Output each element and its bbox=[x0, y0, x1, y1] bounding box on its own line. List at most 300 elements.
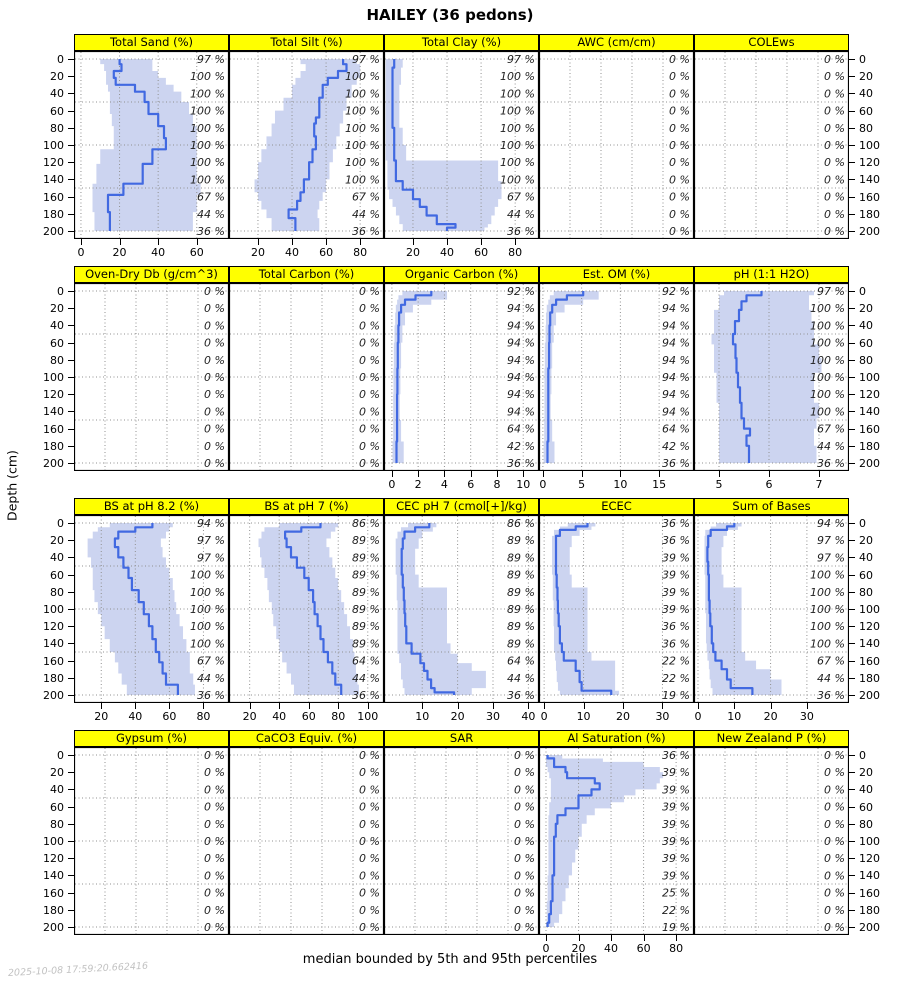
contributing-fraction-label: 100 % bbox=[810, 637, 845, 651]
x-axis-tick bbox=[584, 703, 585, 709]
depth-axis-tick-left bbox=[68, 893, 74, 894]
contributing-fraction-label: 0 % bbox=[824, 783, 845, 797]
contributing-fraction-label: 0 % bbox=[359, 835, 380, 848]
x-axis-tick bbox=[515, 239, 516, 245]
x-axis-tick-label: 0 bbox=[694, 710, 702, 723]
contributing-fraction-label: 100 % bbox=[500, 173, 535, 187]
depth-axis-tick-left bbox=[68, 609, 74, 610]
depth-axis-tick-right bbox=[849, 446, 855, 447]
x-axis-tick bbox=[769, 471, 770, 477]
contributing-fraction-label: 94 % bbox=[507, 319, 535, 333]
x-axis-tick-label: 60 bbox=[636, 942, 651, 955]
x-axis-tick bbox=[418, 471, 419, 477]
contributing-fraction-label: 0 % bbox=[824, 921, 845, 934]
contributing-fraction-label: 0 % bbox=[204, 800, 225, 814]
contributing-fraction-label: 39 % bbox=[662, 603, 690, 616]
panel-gypsum bbox=[74, 747, 229, 935]
x-axis-tick-label: 5 bbox=[715, 478, 723, 491]
depth-axis-label-right: 120 bbox=[859, 620, 880, 634]
depth-axis-tick-right bbox=[849, 179, 855, 180]
contributing-fraction-label: 64 % bbox=[662, 422, 690, 436]
contributing-fraction-label: 0 % bbox=[359, 336, 380, 350]
contributing-fraction-label: 97 % bbox=[817, 534, 845, 548]
contributing-fraction-label: 100 % bbox=[345, 70, 380, 84]
depth-axis-label-right: 60 bbox=[859, 336, 873, 350]
x-axis-tick-label: 6 bbox=[765, 478, 773, 491]
contributing-fraction-label: 0 % bbox=[669, 173, 690, 187]
depth-axis-label-left: 60 bbox=[50, 104, 64, 118]
depth-axis-tick-right bbox=[849, 463, 855, 464]
depth-axis-tick-right bbox=[849, 59, 855, 60]
depth-axis-label-left: 20 bbox=[50, 534, 64, 548]
contributing-fraction-label: 36 % bbox=[507, 689, 535, 702]
depth-axis-label-right: 20 bbox=[859, 534, 873, 548]
x-axis-tick-label: 40 bbox=[151, 246, 166, 259]
contributing-fraction-label: 36 % bbox=[817, 457, 845, 470]
contributing-fraction-label: 0 % bbox=[204, 405, 225, 419]
contributing-fraction-label: 44 % bbox=[352, 671, 380, 685]
percentile-band-ph-1-1-h2o bbox=[712, 291, 822, 463]
depth-axis-label-right: 140 bbox=[859, 173, 880, 187]
contributing-fraction-label: 0 % bbox=[359, 457, 380, 470]
contributing-fraction-label: 44 % bbox=[352, 207, 380, 221]
depth-axis-tick-left bbox=[68, 789, 74, 790]
strip-total-silt: Total Silt (%) bbox=[229, 34, 384, 51]
contributing-fraction-label: 0 % bbox=[359, 886, 380, 900]
depth-axis-label-left: 200 bbox=[43, 689, 64, 702]
depth-axis-tick-left bbox=[68, 575, 74, 576]
contributing-fraction-label: 0 % bbox=[359, 903, 380, 917]
contributing-fraction-label: 0 % bbox=[359, 439, 380, 453]
contributing-fraction-label: 39 % bbox=[662, 585, 690, 599]
x-axis-tick bbox=[544, 703, 545, 709]
depth-axis-tick-left bbox=[68, 678, 74, 679]
contributing-fraction-label: 100 % bbox=[345, 104, 380, 118]
depth-axis-tick-right bbox=[849, 343, 855, 344]
depth-axis-label-left: 60 bbox=[50, 336, 64, 350]
depth-axis-tick-left bbox=[68, 308, 74, 309]
panel-organic-carbon bbox=[384, 283, 539, 471]
contributing-fraction-label: 0 % bbox=[669, 156, 690, 170]
x-axis-tick-label: 2 bbox=[414, 478, 422, 491]
depth-axis-label-left: 20 bbox=[50, 766, 64, 780]
x-axis-tick-label: 40 bbox=[604, 942, 619, 955]
contributing-fraction-label: 100 % bbox=[810, 302, 845, 316]
x-axis-tick-label: 60 bbox=[189, 246, 204, 259]
depth-axis-label-left: 40 bbox=[50, 551, 64, 565]
depth-axis-tick-left bbox=[68, 325, 74, 326]
contributing-fraction-label: 39 % bbox=[662, 783, 690, 797]
x-axis-tick-label: 80 bbox=[196, 710, 211, 723]
contributing-fraction-label: 0 % bbox=[359, 302, 380, 316]
depth-axis-label-right: 20 bbox=[859, 70, 873, 84]
x-axis-tick-label: 80 bbox=[669, 942, 684, 955]
depth-axis-label-right: 120 bbox=[859, 852, 880, 866]
timestamp-watermark: 2025-10-08 17:59:20.662416 bbox=[7, 960, 149, 979]
depth-axis-tick-right bbox=[849, 145, 855, 146]
x-axis-tick-label: 30 bbox=[485, 710, 500, 723]
strip-oven-dry-db: Oven-Dry Db (g/cm^3) bbox=[74, 266, 229, 283]
contributing-fraction-label: 0 % bbox=[204, 749, 225, 762]
x-axis-tick-label: 60 bbox=[162, 710, 177, 723]
depth-axis-label-left: 80 bbox=[50, 817, 64, 831]
contributing-fraction-label: 100 % bbox=[345, 87, 380, 101]
contributing-fraction-label: 0 % bbox=[514, 800, 535, 814]
depth-axis-tick-left bbox=[68, 463, 74, 464]
depth-axis-label-right: 140 bbox=[859, 405, 880, 419]
contributing-fraction-label: 89 % bbox=[352, 551, 380, 565]
contributing-fraction-label: 0 % bbox=[669, 87, 690, 101]
contributing-fraction-label: 94 % bbox=[507, 353, 535, 367]
x-axis-tick-label: 60 bbox=[319, 246, 334, 259]
contributing-fraction-label: 100 % bbox=[500, 139, 535, 152]
contributing-fraction-label: 100 % bbox=[190, 87, 225, 101]
x-axis-tick bbox=[368, 703, 369, 709]
panel-ecec bbox=[539, 515, 694, 703]
x-axis-tick-label: 10 bbox=[516, 478, 531, 491]
contributing-fraction-label: 100 % bbox=[500, 156, 535, 170]
x-axis-tick-label: 20 bbox=[94, 710, 109, 723]
depth-axis-label-left: 40 bbox=[50, 783, 64, 797]
x-axis-tick-label: 10 bbox=[727, 710, 742, 723]
depth-axis-label-right: 200 bbox=[859, 689, 880, 702]
contributing-fraction-label: 100 % bbox=[500, 87, 535, 101]
x-axis-tick bbox=[258, 239, 259, 245]
panel-al-saturation bbox=[539, 747, 694, 935]
x-axis-tick bbox=[158, 239, 159, 245]
strip-awc: AWC (cm/cm) bbox=[539, 34, 694, 51]
x-axis-tick bbox=[546, 935, 547, 941]
depth-axis-label-right: 160 bbox=[859, 190, 880, 204]
contributing-fraction-label: 0 % bbox=[824, 852, 845, 866]
depth-axis-tick-right bbox=[849, 661, 855, 662]
contributing-fraction-label: 100 % bbox=[810, 620, 845, 634]
contributing-fraction-label: 97 % bbox=[197, 551, 225, 565]
depth-axis-tick-right bbox=[849, 540, 855, 541]
contributing-fraction-label: 0 % bbox=[204, 783, 225, 797]
depth-axis-label-left: 0 bbox=[57, 285, 64, 298]
depth-axis-label-right: 20 bbox=[859, 302, 873, 316]
strip-colews: COLEws bbox=[694, 34, 849, 51]
panel-oven-dry-db bbox=[74, 283, 229, 471]
depth-axis-tick-right bbox=[849, 609, 855, 610]
contributing-fraction-label: 100 % bbox=[190, 70, 225, 84]
contributing-fraction-label: 94 % bbox=[662, 388, 690, 402]
contributing-fraction-label: 0 % bbox=[824, 766, 845, 780]
x-axis-tick bbox=[497, 471, 498, 477]
contributing-fraction-label: 0 % bbox=[514, 903, 535, 917]
x-axis-tick-label: 20 bbox=[616, 710, 630, 723]
contributing-fraction-label: 0 % bbox=[824, 749, 845, 762]
strip-bs-ph-7: BS at pH 7 (%) bbox=[229, 498, 384, 515]
depth-axis-label-left: 0 bbox=[57, 517, 64, 530]
x-axis-tick bbox=[250, 703, 251, 709]
x-axis-tick bbox=[734, 703, 735, 709]
contributing-fraction-label: 36 % bbox=[197, 689, 225, 702]
x-axis-tick-label: 0 bbox=[540, 710, 548, 723]
contributing-fraction-label: 89 % bbox=[507, 637, 535, 651]
contributing-fraction-label: 0 % bbox=[204, 319, 225, 333]
depth-axis-tick-left bbox=[68, 626, 74, 627]
depth-axis-tick-left bbox=[68, 824, 74, 825]
depth-axis-tick-left bbox=[68, 661, 74, 662]
depth-axis-label-right: 200 bbox=[859, 225, 880, 238]
depth-axis-label-left: 180 bbox=[43, 207, 64, 221]
contributing-fraction-label: 44 % bbox=[197, 207, 225, 221]
contributing-fraction-label: 0 % bbox=[359, 388, 380, 402]
x-axis-tick bbox=[309, 703, 310, 709]
depth-axis-tick-left bbox=[68, 446, 74, 447]
depth-axis-tick-left bbox=[68, 394, 74, 395]
contributing-fraction-label: 100 % bbox=[810, 371, 845, 384]
depth-axis-label-right: 60 bbox=[859, 800, 873, 814]
depth-axis-tick-right bbox=[849, 231, 855, 232]
contributing-fraction-label: 0 % bbox=[824, 869, 845, 883]
contributing-fraction-label: 0 % bbox=[359, 319, 380, 333]
contributing-fraction-label: 0 % bbox=[824, 903, 845, 917]
depth-axis-label-right: 0 bbox=[859, 53, 866, 66]
panel-caco3-equiv bbox=[229, 747, 384, 935]
contributing-fraction-label: 0 % bbox=[359, 766, 380, 780]
depth-axis-tick-right bbox=[849, 411, 855, 412]
contributing-fraction-label: 0 % bbox=[204, 371, 225, 384]
contributing-fraction-label: 67 % bbox=[817, 422, 845, 436]
depth-axis-label-right: 180 bbox=[859, 903, 880, 917]
contributing-fraction-label: 42 % bbox=[507, 439, 535, 453]
depth-axis-tick-left bbox=[68, 377, 74, 378]
depth-axis-label-right: 40 bbox=[859, 319, 873, 333]
depth-axis-label-left: 160 bbox=[43, 190, 64, 204]
depth-axis-label-right: 180 bbox=[859, 207, 880, 221]
contributing-fraction-label: 0 % bbox=[824, 835, 845, 848]
contributing-fraction-label: 100 % bbox=[810, 405, 845, 419]
x-axis-tick-label: 40 bbox=[440, 246, 455, 259]
depth-axis-tick-right bbox=[849, 592, 855, 593]
depth-axis-label-right: 0 bbox=[859, 285, 866, 298]
depth-axis-tick-right bbox=[849, 128, 855, 129]
depth-axis-label-right: 60 bbox=[859, 104, 873, 118]
x-axis-tick-label: 4 bbox=[440, 478, 448, 491]
contributing-fraction-label: 89 % bbox=[352, 620, 380, 634]
contributing-fraction-label: 100 % bbox=[345, 139, 380, 152]
contributing-fraction-label: 94 % bbox=[662, 405, 690, 419]
contributing-fraction-label: 44 % bbox=[507, 671, 535, 685]
depth-axis-label-left: 200 bbox=[43, 457, 64, 470]
contributing-fraction-label: 100 % bbox=[190, 139, 225, 152]
contributing-fraction-label: 0 % bbox=[669, 190, 690, 204]
contributing-fraction-label: 100 % bbox=[810, 585, 845, 599]
depth-axis-label-left: 120 bbox=[43, 852, 64, 866]
depth-axis-tick-right bbox=[849, 360, 855, 361]
contributing-fraction-label: 39 % bbox=[662, 869, 690, 883]
depth-axis-label-left: 100 bbox=[43, 835, 64, 848]
depth-axis-label-right: 160 bbox=[859, 654, 880, 668]
depth-axis-tick-left bbox=[68, 695, 74, 696]
depth-axis-label-right: 200 bbox=[859, 457, 880, 470]
contributing-fraction-label: 67 % bbox=[197, 190, 225, 204]
contributing-fraction-label: 0 % bbox=[514, 852, 535, 866]
contributing-fraction-label: 94 % bbox=[662, 336, 690, 350]
depth-axis-tick-right bbox=[849, 214, 855, 215]
x-axis-tick-label: 20 bbox=[250, 246, 265, 259]
contributing-fraction-label: 0 % bbox=[204, 388, 225, 402]
contributing-fraction-label: 0 % bbox=[514, 869, 535, 883]
depth-axis-tick-left bbox=[68, 343, 74, 344]
x-axis-tick bbox=[579, 935, 580, 941]
depth-axis-label-right: 40 bbox=[859, 783, 873, 797]
contributing-fraction-label: 0 % bbox=[824, 817, 845, 831]
contributing-fraction-label: 100 % bbox=[500, 121, 535, 135]
contributing-fraction-label: 0 % bbox=[824, 800, 845, 814]
panel-sum-of-bases bbox=[694, 515, 849, 703]
contributing-fraction-label: 0 % bbox=[204, 766, 225, 780]
x-axis-tick-label: 20 bbox=[405, 246, 420, 259]
depth-axis-tick-right bbox=[849, 308, 855, 309]
x-axis-tick-label: 100 bbox=[357, 710, 379, 723]
depth-axis-label-right: 80 bbox=[859, 121, 873, 135]
depth-axis-tick-left bbox=[68, 162, 74, 163]
depth-axis-tick-left bbox=[68, 643, 74, 644]
contributing-fraction-label: 0 % bbox=[204, 439, 225, 453]
contributing-fraction-label: 22 % bbox=[662, 903, 690, 917]
depth-axis-label-right: 200 bbox=[859, 921, 880, 934]
depth-axis-tick-left bbox=[68, 214, 74, 215]
contributing-fraction-label: 19 % bbox=[662, 921, 690, 934]
contributing-fraction-label: 0 % bbox=[824, 139, 845, 152]
strip-organic-carbon: Organic Carbon (%) bbox=[384, 266, 539, 283]
depth-axis-label-left: 60 bbox=[50, 800, 64, 814]
x-axis-tick-label: 6 bbox=[467, 478, 475, 491]
depth-axis-label-left: 140 bbox=[43, 405, 64, 419]
depth-axis-tick-right bbox=[849, 695, 855, 696]
contributing-fraction-label: 89 % bbox=[352, 585, 380, 599]
contributing-fraction-label: 36 % bbox=[662, 620, 690, 634]
contributing-fraction-label: 94 % bbox=[507, 371, 535, 384]
contributing-fraction-label: 92 % bbox=[507, 285, 535, 298]
x-axis-tick bbox=[582, 471, 583, 477]
contributing-fraction-label: 36 % bbox=[507, 457, 535, 470]
x-axis-tick bbox=[422, 703, 423, 709]
percentile-band-organic-carbon bbox=[393, 291, 448, 463]
contributing-fraction-label: 0 % bbox=[204, 886, 225, 900]
contributing-fraction-label: 0 % bbox=[359, 783, 380, 797]
contributing-fraction-label: 64 % bbox=[507, 422, 535, 436]
depth-axis-label-left: 40 bbox=[50, 319, 64, 333]
x-axis-tick-label: 40 bbox=[521, 710, 536, 723]
depth-axis-tick-right bbox=[849, 910, 855, 911]
contributing-fraction-label: 100 % bbox=[810, 353, 845, 367]
contributing-fraction-label: 0 % bbox=[824, 886, 845, 900]
x-axis-tick-label: 80 bbox=[353, 246, 368, 259]
x-axis-tick-label: 20 bbox=[242, 710, 257, 723]
depth-axis-label-right: 0 bbox=[859, 517, 866, 530]
contributing-fraction-label: 0 % bbox=[359, 353, 380, 367]
contributing-fraction-label: 100 % bbox=[500, 104, 535, 118]
contributing-fraction-label: 100 % bbox=[810, 319, 845, 333]
x-axis-tick bbox=[101, 703, 102, 709]
contributing-fraction-label: 64 % bbox=[507, 654, 535, 668]
depth-axis-label-left: 100 bbox=[43, 603, 64, 616]
depth-axis-tick-right bbox=[849, 643, 855, 644]
depth-axis-label-left: 120 bbox=[43, 388, 64, 402]
depth-axis-label-right: 40 bbox=[859, 87, 873, 101]
contributing-fraction-label: 0 % bbox=[514, 886, 535, 900]
depth-axis-tick-left bbox=[68, 807, 74, 808]
depth-axis-label-left: 160 bbox=[43, 654, 64, 668]
x-axis-tick-label: 0 bbox=[388, 478, 396, 491]
depth-axis-tick-left bbox=[68, 540, 74, 541]
x-axis-tick-label: 80 bbox=[331, 710, 346, 723]
strip-al-saturation: Al Saturation (%) bbox=[539, 730, 694, 747]
percentile-band-bs-ph-7 bbox=[259, 523, 359, 695]
contributing-fraction-label: 100 % bbox=[500, 70, 535, 84]
contributing-fraction-label: 0 % bbox=[359, 869, 380, 883]
contributing-fraction-label: 0 % bbox=[824, 121, 845, 135]
x-axis-tick bbox=[169, 703, 170, 709]
depth-axis-label-right: 180 bbox=[859, 671, 880, 685]
contributing-fraction-label: 0 % bbox=[824, 173, 845, 187]
contributing-fraction-label: 100 % bbox=[810, 336, 845, 350]
contributing-fraction-label: 0 % bbox=[824, 190, 845, 204]
depth-axis-tick-right bbox=[849, 893, 855, 894]
contributing-fraction-label: 94 % bbox=[197, 517, 225, 530]
contributing-fraction-label: 100 % bbox=[345, 121, 380, 135]
depth-axis-tick-right bbox=[849, 291, 855, 292]
contributing-fraction-label: 92 % bbox=[662, 285, 690, 298]
contributing-fraction-label: 36 % bbox=[507, 225, 535, 238]
contributing-fraction-label: 0 % bbox=[669, 104, 690, 118]
contributing-fraction-label: 89 % bbox=[507, 603, 535, 616]
contributing-fraction-label: 0 % bbox=[669, 207, 690, 221]
depth-axis-tick-left bbox=[68, 875, 74, 876]
contributing-fraction-label: 36 % bbox=[352, 689, 380, 702]
contributing-fraction-label: 67 % bbox=[197, 654, 225, 668]
x-axis-tick bbox=[458, 703, 459, 709]
contributing-fraction-label: 0 % bbox=[359, 422, 380, 436]
depth-axis-tick-left bbox=[68, 910, 74, 911]
contributing-fraction-label: 89 % bbox=[507, 534, 535, 548]
depth-axis-tick-left bbox=[68, 523, 74, 524]
x-axis-tick-label: 10 bbox=[576, 710, 591, 723]
plot-caption: median bounded by 5th and 95th percentiles bbox=[302, 952, 598, 967]
x-axis-tick bbox=[620, 471, 621, 477]
depth-axis-tick-left bbox=[68, 197, 74, 198]
x-axis-tick bbox=[360, 239, 361, 245]
contributing-fraction-label: 39 % bbox=[662, 835, 690, 848]
depth-axis-label-right: 120 bbox=[859, 156, 880, 170]
depth-axis-tick-right bbox=[849, 197, 855, 198]
contributing-fraction-label: 0 % bbox=[514, 749, 535, 762]
strip-est-om: Est. OM (%) bbox=[539, 266, 694, 283]
x-axis-tick-label: 20 bbox=[763, 710, 778, 723]
depth-axis-tick-right bbox=[849, 927, 855, 928]
x-axis-tick bbox=[481, 239, 482, 245]
x-axis-tick bbox=[819, 471, 820, 477]
contributing-fraction-label: 42 % bbox=[662, 439, 690, 453]
contributing-fraction-label: 97 % bbox=[197, 53, 225, 66]
x-axis-tick bbox=[659, 471, 660, 477]
contributing-fraction-label: 36 % bbox=[352, 225, 380, 238]
contributing-fraction-label: 86 % bbox=[352, 517, 380, 530]
x-axis-tick bbox=[120, 239, 121, 245]
contributing-fraction-label: 0 % bbox=[824, 53, 845, 66]
contributing-fraction-label: 89 % bbox=[352, 534, 380, 548]
contributing-fraction-label: 0 % bbox=[824, 156, 845, 170]
depth-axis-tick-right bbox=[849, 325, 855, 326]
x-axis-tick bbox=[203, 703, 204, 709]
x-axis-tick-label: 8 bbox=[493, 478, 501, 491]
panel-cec-ph-7 bbox=[384, 515, 539, 703]
